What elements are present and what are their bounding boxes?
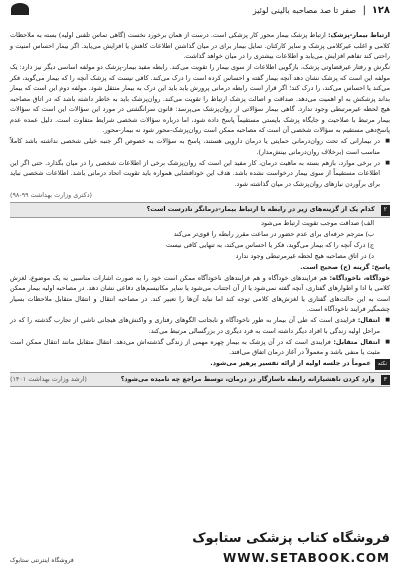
intro-paragraph (10, 30, 390, 62)
intro-text: ارتباط پزشک بیمار محور کار پزشکی است. درست از همان برخورد نخست (گاهی تماس تلفنی اولیه) بسته به ملاحظات کلامی و اغلب غیرکلامی پزشک و سایر کارکنان. تمایل بیمار برای در میان گذاشتن اطلاعات کاهش یا افزایش می‌یابد. اگر بیمار احساس امنیت و راحتی کند تفاهم افزایش می‌یابد و اطلاعات بیشتری را در میان خواهد گذاشت. (10, 31, 390, 60)
bullet-item: ■ در بیمارانی که تحت روان‌درمانی حمایتی یا درمان دارویی هستند، پاسخ به سؤالات به خصوص اگر جنبه خیلی شخصی نداشته باشد کاملاً مناسب است (برخلاف روان‌درمانی بینش‌مدار). (10, 136, 390, 157)
page-header (0, 0, 400, 26)
transfer-item (10, 315, 390, 336)
question-option: د) در اتاق مصاحبه هیچ لحظه غیرمرتبطی وجود ندارد (235, 251, 374, 260)
setabook-logo (8, 529, 94, 567)
page-content (10, 30, 390, 387)
question-answer: پاسخ: گزینه (ج) صحیح است. (300, 262, 390, 271)
logo-emblem-icon (11, 3, 29, 15)
rapport-paragraph: نگرش و رفتار غیرقضاوتی پزشک، بازگویی اطلاعات از سوی بیمار را تقویت می‌کند. رابطه مفید بیمار-پزشک دو مولفه اساسی دیگر نیز دارد: یک مولفه این است که پزشک نشان دهد آنچه بیمار گفته و احساس کرده است را درک می‌کند. کافی نیست که پزشک آنچه را که بیمار می‌گوید، فکر می‌کند یا احساس می‌کند، را درک کند؛ اگر قرار است رابطه درمانی پرورش یابد باید این درک به بیمار منتقل شود. مولفه دوم این است که بیمار بداند پزشکش به او اهمیت می‌دهد. صداقت و اصالت پزشک ارتباط را تقویت می‌کند. روان‌پزشک باید به خاطر داشته باشد که در اتاق مصاحبه هیچ لحظه غیرمرتبطی وجود ندارد. گاهی بیمار سؤالاتی از روان‌پزشک می‌پرسد: قانون سرانگشتی در مورد این سؤالات این است که سؤالات بیمار مرتبط با صلاحیت و جایگاه پزشک بایستی مستقیماً پاسخ داده شود، اما درباره سؤالات شخصی شرایط متفاوت است. دلیل عمده عدم پاسخ‌دهی مستقیم به سؤالات شخصی آن است که مصاحبه ممکن است روان‌پزشک-محور شود نه بیمار-محور. (10, 63, 390, 134)
transfer-label: انتقال: (357, 316, 380, 324)
transfer-text: فرایندی است که در آن پزشک به بیمار چهره مهمی از زندگی گذشته‌اش می‌دهد. انتقال متقابل مانند انتقال ممکن است مثبت یا منفی باشد و معمولاً در آغاز درمان اتفاق می‌افتد. (10, 337, 380, 356)
header-separator: | (362, 5, 366, 16)
question-box (10, 202, 390, 218)
transfer-text: فرایندی است که طی آن بیمار به طور ناخودآگاه و نابجاتب الگوهای رفتاری و واکنش‌های هیجانی ناشی از تجارب گذشته را که در مراحل اولیه زندگی با افراد دیگر داشته است به فرد دیگری در بزرگسالی مرتبط می‌کند. (10, 316, 380, 335)
publisher-logo (6, 3, 36, 23)
shop-url-link[interactable]: WWW.SETABOOK.COM (222, 551, 390, 565)
question-source: (ارشد وزارت بهداشت ۱۴۰۱) (10, 374, 87, 383)
question-option: ج) درک آنچه را که بیمار می‌گوید، فکر یا احساس می‌کند، به تنهایی کافی نیست (166, 240, 374, 249)
page-footer (0, 521, 400, 577)
tip-line (10, 358, 390, 370)
tip-text: عموماً در جلسه اولیه از ارائه تفسیر پرهیز می‌شود. (210, 359, 371, 367)
transfer-item (10, 337, 390, 358)
awareness-paragraph (10, 273, 390, 315)
question-box-2 (10, 372, 390, 388)
awareness-text: هم فرایندهای خودآگاه و هم فرایندهای ناخودآگاه ممکن است خود را به صورت اشارات مناسبی به یک موضوع، لغزش کلامی یا ادا و اطوارهای گفتاری، آنچه گفته نمی‌شود یا از آن اجتناب می‌شود یا سایر مکانیسم‌های دفاعی نشان دهد. در مصاحبه اولیه بیمار ممکن است به این حالت‌های گفتاری یا لغزش‌های کلامی توجه کند اما نباید آن‌ها را تعبیر کند. در مصاحبه انتقال و انتقال متقابل ملاحظات بسیار چشمگیر فرایند ناخودآگاه است. (10, 273, 390, 313)
question-text: وارد کردن ناهشیارانه رابطه ناسازگار در درمان، توسط مراجع چه نامیده می‌شود؟ (120, 374, 375, 383)
transfer-label: انتقال متقابل: (333, 337, 380, 346)
exam-source: (دکتری وزارت بهداشت ۹۹-۹۸) (10, 190, 93, 199)
question-text: کدام یک از گزینه‌های زیر در رابطه با ارتباط بیمار-درمانگر نادرست است؟ (146, 205, 375, 213)
question-number-badge: ۲ (381, 205, 390, 216)
question-option: ب) مترجم حرفه‌ای برای عدم حضور در ساعت مقرر رابطه را قوی‌تر می‌کند (173, 229, 374, 238)
section-heading: ارتباط بیمار-پزشک: (327, 31, 391, 39)
setabook-logo-subtitle: فروشگاه اینترنتی ستابوک (10, 557, 74, 564)
tip-badge: نکته (375, 359, 390, 370)
bullet-item: ■ در برخی موارد، بازهم بسته به ماهیت درمان، کار مفید این است که روان‌پزشک برخی از اطلاعات شخصی را در میان بگذارد. حتی اگر این اطلاعات مستقیماً از سوی بیمار درخواست نشده باشد. هدف این خودافشایی همواره باید تقویت اتحاد درمانی باشد. اطلاعات شخصی نباید برای برآوردن نیازهای روان‌پزشک در میان گذاشته شود. (10, 158, 390, 190)
question-number-badge: ۳ (381, 375, 390, 386)
running-title: صفر تا صد مصاحبه بالینی لوئیز (252, 6, 356, 15)
awareness-heading: خودآگاه، ناخودآگاه: (329, 273, 390, 282)
question-option: الف) صداقت موجب تقویت ارتباط می‌شود (261, 218, 374, 227)
page-number: ۱۲۸ (371, 5, 390, 16)
shop-name: فروشگاه کتاب پزشکی ستابوک (192, 531, 390, 546)
